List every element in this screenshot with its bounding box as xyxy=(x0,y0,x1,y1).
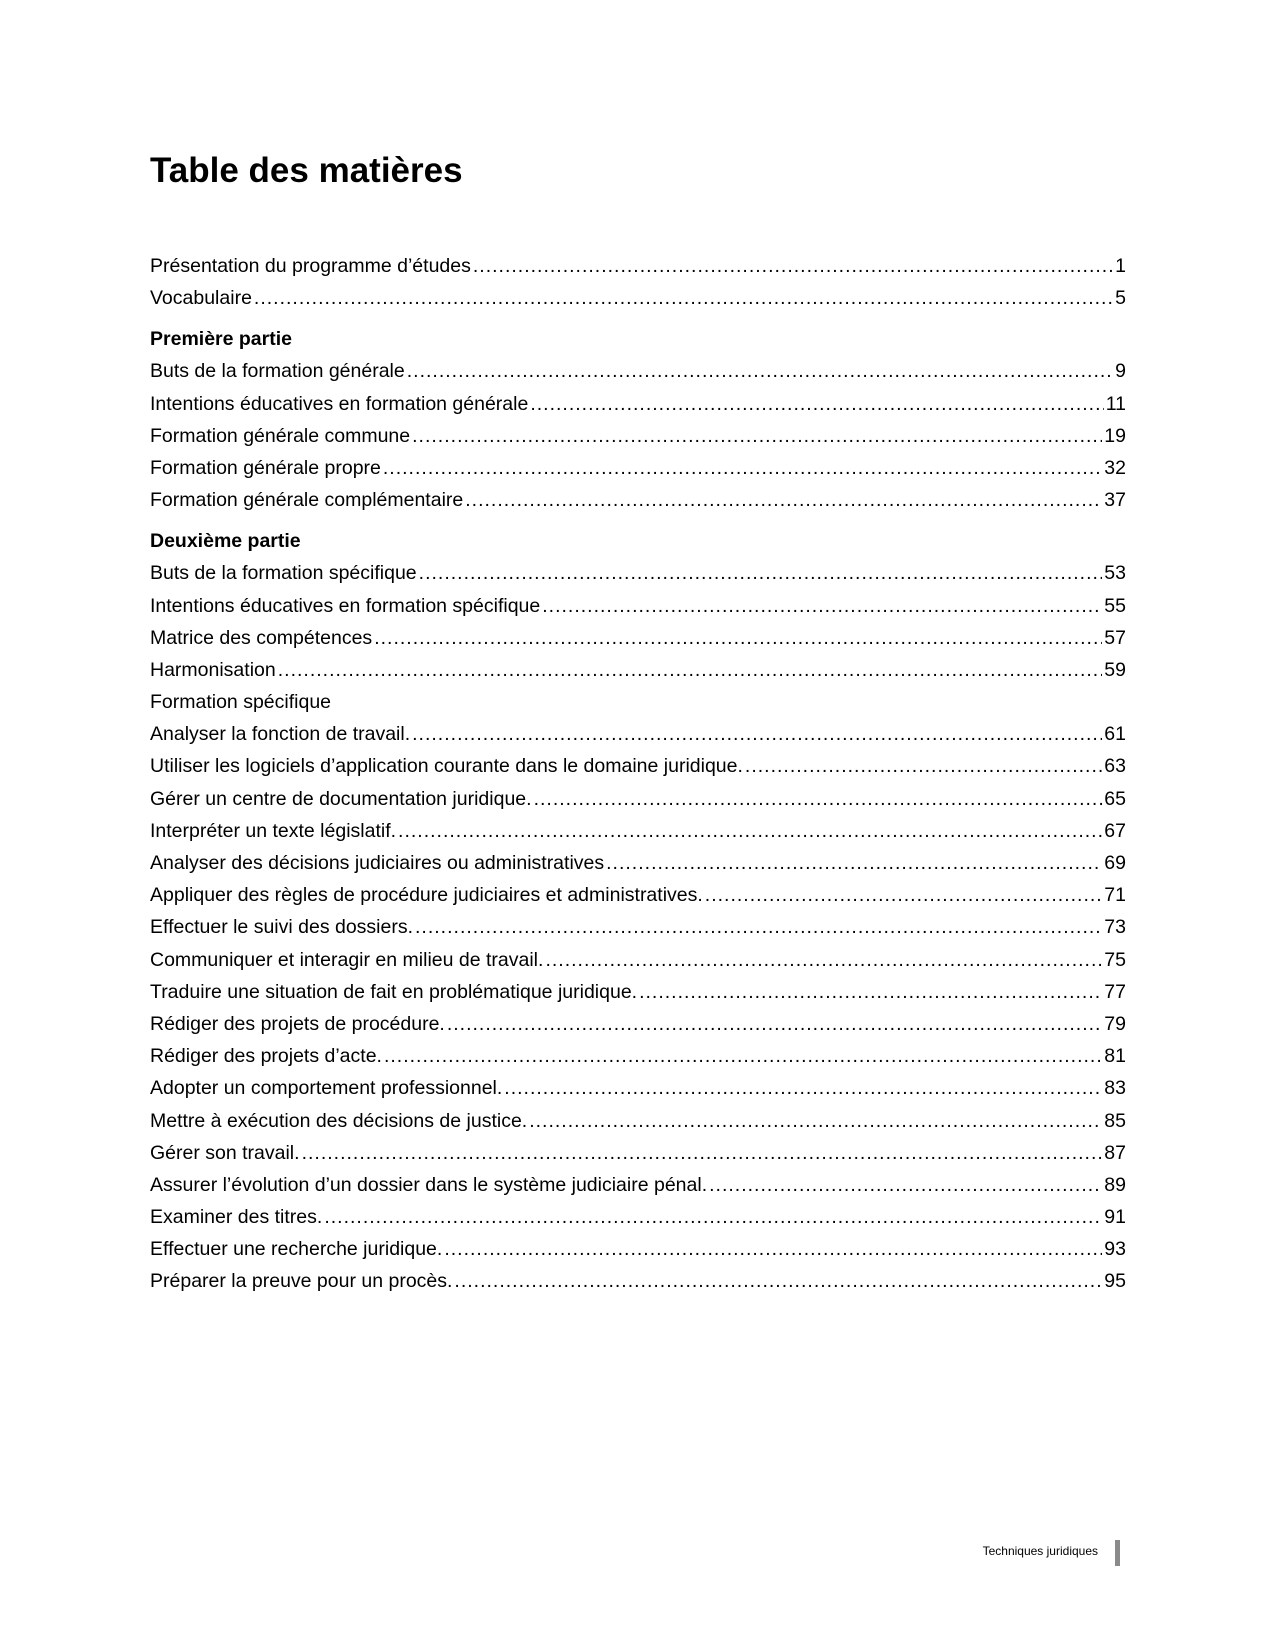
table-of-contents xyxy=(150,250,1126,1298)
dot-leader xyxy=(745,750,1102,782)
toc-entry-label: Utiliser les logiciels d’application courante dans le domaine juridique. xyxy=(150,755,743,778)
toc-entry-label: Rédiger des projets de procédure. xyxy=(150,1012,445,1035)
dot-leader xyxy=(447,1008,1102,1040)
dot-leader xyxy=(398,815,1102,847)
dot-leader xyxy=(302,1137,1103,1169)
toc-entry[interactable] xyxy=(150,452,1126,484)
toc-entry-label: Effectuer le suivi des dossiers. xyxy=(150,916,414,939)
dot-leader xyxy=(529,1105,1102,1137)
toc-entry-label: Rédiger des projets d’acte. xyxy=(150,1045,382,1068)
toc-entry[interactable] xyxy=(150,557,1126,589)
toc-entry[interactable] xyxy=(150,355,1126,387)
toc-entry-label: Gérer son travail. xyxy=(150,1141,300,1164)
toc-entry[interactable] xyxy=(150,420,1126,452)
toc-entry-label: Traduire une situation de fait en problématique juridique. xyxy=(150,980,638,1003)
toc-entry-page: 79 xyxy=(1104,1012,1126,1035)
toc-entry[interactable] xyxy=(150,976,1126,1008)
toc-entry-label: Formation générale complémentaire xyxy=(150,489,464,512)
toc-entry-page: 71 xyxy=(1104,884,1126,907)
footer-bar xyxy=(1115,1540,1120,1566)
dot-leader xyxy=(415,911,1102,943)
dot-leader xyxy=(534,783,1103,815)
toc-entry-label: Buts de la formation générale xyxy=(150,360,405,383)
toc-entry-page: 19 xyxy=(1104,424,1126,447)
toc-entry-label: Mettre à exécution des décisions de justice. xyxy=(150,1109,528,1132)
toc-entry[interactable] xyxy=(150,911,1126,943)
toc-entry-page: 83 xyxy=(1104,1077,1126,1100)
dot-leader xyxy=(444,1233,1102,1265)
dot-leader xyxy=(383,452,1102,484)
toc-entry-page: 65 xyxy=(1104,787,1126,810)
toc-entry-page: 73 xyxy=(1104,916,1126,939)
dot-leader xyxy=(705,879,1103,911)
dot-leader xyxy=(419,557,1103,589)
dot-leader xyxy=(530,388,1103,420)
toc-entry-label: Présentation du programme d’études xyxy=(150,255,471,277)
toc-entry-page: 59 xyxy=(1104,658,1126,681)
toc-entry-page: 85 xyxy=(1104,1109,1126,1132)
toc-entry[interactable] xyxy=(150,388,1126,420)
toc-entry-label: Intentions éducatives en formation spécifique xyxy=(150,594,541,617)
toc-entry[interactable] xyxy=(150,944,1126,976)
dot-leader xyxy=(407,355,1113,387)
toc-entry[interactable] xyxy=(150,622,1126,654)
toc-entry[interactable] xyxy=(150,1040,1126,1072)
toc-entry-page: 32 xyxy=(1104,456,1126,479)
toc-entry-page: 5 xyxy=(1115,287,1126,310)
dot-leader xyxy=(545,944,1102,976)
toc-entry-label: Communiquer et interagir en milieu de travail. xyxy=(150,948,544,971)
toc-entry-page: 55 xyxy=(1104,594,1126,617)
toc-entry-page: 95 xyxy=(1104,1270,1126,1293)
toc-entry[interactable] xyxy=(150,282,1126,314)
toc-subheading: Formation spécifique xyxy=(150,691,332,714)
toc-entry-label: Adopter un comportement professionnel. xyxy=(150,1077,503,1100)
page-title: Table des matières xyxy=(150,151,463,190)
toc-entry-page: 87 xyxy=(1104,1141,1126,1164)
toc-entry-label: Gérer un centre de documentation juridique. xyxy=(150,787,532,810)
toc-entry-label: Vocabulaire xyxy=(150,287,252,310)
toc-entry-label: Effectuer une recherche juridique. xyxy=(150,1238,443,1261)
toc-entry[interactable] xyxy=(150,1233,1126,1265)
dot-leader xyxy=(504,1072,1102,1104)
toc-entry-label: Formation générale propre xyxy=(150,456,381,479)
toc-entry[interactable] xyxy=(150,1072,1126,1104)
toc-entry-page: 93 xyxy=(1104,1238,1126,1261)
toc-entry[interactable] xyxy=(150,783,1126,815)
footer-text: Techniques juridiques xyxy=(982,1544,1098,1558)
dot-leader xyxy=(465,484,1102,516)
toc-entry-page: 53 xyxy=(1104,562,1126,585)
toc-entry-page: 69 xyxy=(1104,852,1126,874)
dot-leader xyxy=(324,1201,1102,1233)
toc-entry-page: 57 xyxy=(1104,626,1126,649)
toc-entry-page: 67 xyxy=(1104,819,1126,842)
toc-entry-label: Préparer la preuve pour un procès. xyxy=(150,1270,453,1293)
toc-entry[interactable] xyxy=(150,1201,1126,1233)
toc-entry[interactable] xyxy=(150,879,1126,911)
dot-leader xyxy=(454,1265,1102,1297)
dot-leader xyxy=(639,976,1102,1008)
toc-section-heading: Première partie xyxy=(150,328,292,351)
toc-entry-label: Assurer l’évolution d’un dossier dans le système judiciaire pénal. xyxy=(150,1173,708,1196)
dot-leader xyxy=(412,718,1102,750)
toc-entry[interactable] xyxy=(150,590,1126,622)
toc-entry-page: 11 xyxy=(1105,392,1126,415)
dot-leader xyxy=(542,590,1102,622)
dot-leader xyxy=(278,654,1103,686)
toc-entry[interactable] xyxy=(150,815,1126,847)
toc-entry[interactable] xyxy=(150,1169,1126,1201)
toc-entry[interactable] xyxy=(150,718,1126,750)
dot-leader xyxy=(606,847,1102,879)
toc-entry-label: Intentions éducatives en formation générale xyxy=(150,392,529,415)
toc-entry-page: 1 xyxy=(1115,255,1126,277)
toc-entry-label: Formation générale commune xyxy=(150,424,411,447)
toc-entry-page: 89 xyxy=(1104,1173,1126,1196)
dot-leader xyxy=(254,282,1113,314)
dot-leader xyxy=(473,250,1113,282)
toc-section-heading: Deuxième partie xyxy=(150,530,301,553)
toc-entry[interactable] xyxy=(150,1008,1126,1040)
toc-entry[interactable] xyxy=(150,750,1126,782)
toc-entry[interactable] xyxy=(150,654,1126,686)
toc-entry[interactable] xyxy=(150,1105,1126,1137)
toc-entry[interactable] xyxy=(150,1137,1126,1169)
toc-entry-label: Appliquer des règles de procédure judiciaires et administratives. xyxy=(150,884,703,907)
toc-entry-label: Examiner des titres. xyxy=(150,1206,323,1229)
toc-entry-page: 75 xyxy=(1104,948,1126,971)
toc-entry-page: 91 xyxy=(1104,1206,1126,1229)
toc-entry-page: 9 xyxy=(1115,360,1126,383)
toc-entry[interactable] xyxy=(150,484,1126,516)
toc-entry-page: 37 xyxy=(1104,489,1126,512)
toc-entry-label: Analyser des décisions judiciaires ou administratives xyxy=(150,852,605,874)
dot-leader xyxy=(709,1169,1102,1201)
dot-leader xyxy=(374,622,1102,654)
toc-entry[interactable] xyxy=(150,250,1126,282)
toc-entry[interactable] xyxy=(150,1265,1126,1297)
toc-entry-label: Interpréter un texte législatif. xyxy=(150,819,397,842)
toc-entry-label: Harmonisation xyxy=(150,658,276,681)
toc-entry-page: 61 xyxy=(1104,723,1126,746)
toc-entry-label: Analyser la fonction de travail. xyxy=(150,723,411,746)
toc-entry-label: Buts de la formation spécifique xyxy=(150,562,417,585)
dot-leader xyxy=(412,420,1102,452)
toc-entry[interactable] xyxy=(150,847,1126,879)
page-footer xyxy=(900,1540,1120,1566)
toc-entry-page: 81 xyxy=(1104,1045,1126,1068)
dot-leader xyxy=(384,1040,1102,1072)
toc-entry-page: 77 xyxy=(1104,980,1126,1003)
toc-entry-page: 63 xyxy=(1104,755,1126,778)
toc-entry-label: Matrice des compétences xyxy=(150,626,373,649)
